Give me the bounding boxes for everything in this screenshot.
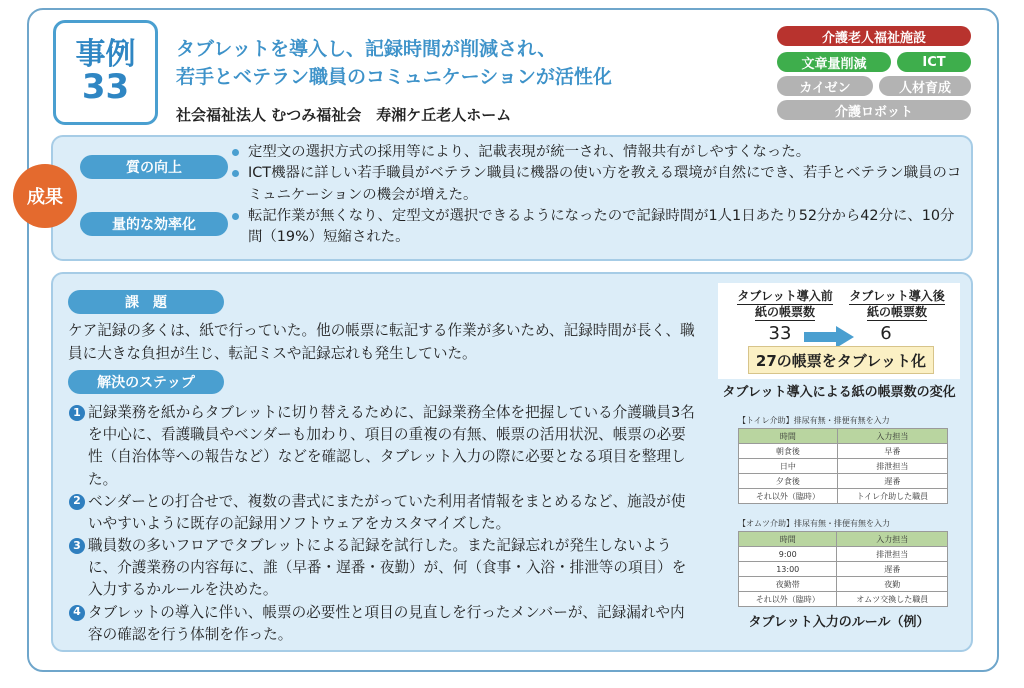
table-header-row	[739, 532, 948, 547]
steps-label: 解決のステップ	[68, 370, 224, 394]
tag-hr-development: 人材育成	[879, 76, 971, 96]
step-number: 1	[69, 405, 85, 421]
table-cell: 夜勤帯	[739, 577, 837, 592]
diaper-rule-table	[738, 531, 948, 607]
step-item	[68, 535, 696, 602]
column-header: 入力担当	[837, 429, 947, 444]
case-label: 事例	[75, 36, 136, 72]
step-text: ベンダーとの打合せで、複数の書式にまたがっていた利用者情報をまとめるなど、施設が使いやすいように既存の記録用ソフトウェアをカスタマイズした。	[88, 492, 686, 532]
table-cell: それ以外（臨時）	[739, 489, 838, 504]
after-label	[842, 289, 952, 321]
table-cell: 9:00	[739, 547, 837, 562]
table-row	[739, 474, 948, 489]
efficiency-label: 量的な効率化	[80, 212, 228, 236]
step-item	[68, 402, 696, 491]
results-badge: 成果	[13, 164, 77, 228]
title-line-1: タブレットを導入し、記録時間が削減され、	[176, 38, 557, 60]
table-cell: 夕食後	[739, 474, 838, 489]
table-row	[739, 547, 948, 562]
step-text: 記録業務を紙からタブレットに切り替えるために、記録業務全体を把握している介護職員3名を中心に、看護職員やベンダーも加わり、項目の重複の有無、帳票の活用状況、帳票の必要性（自治体等への報告など）などを確認し、タブレット入力の際に必要となる項目を整理した。	[88, 404, 695, 488]
table-cell: それ以外（臨時）	[739, 592, 837, 607]
toilet-table-title: 【トイレ介助】排尿有無・排便有無を入力	[738, 416, 890, 425]
table-cell: 排泄担当	[837, 459, 947, 474]
case-number-box	[53, 20, 158, 125]
result-item: ICT機器に詳しい若手職員がベテラン職員に機器の使い方を教える環境が自然にでき、若手とベテラン職員のコミュニケーションの機会が増えた。	[232, 163, 962, 206]
step-number: 3	[69, 538, 85, 554]
step-number: 4	[69, 605, 85, 621]
arrow-right-icon	[804, 326, 854, 348]
table-cell: 遅番	[837, 474, 947, 489]
table-cell: 夜勤	[837, 577, 948, 592]
table-row	[739, 444, 948, 459]
table-cell: 日中	[739, 459, 838, 474]
diaper-table-title: 【オムツ介助】排尿有無・排便有無を入力	[738, 519, 890, 528]
after-value: 6	[880, 323, 892, 344]
tag-text-reduction: 文章量削減	[777, 52, 891, 72]
result-item: 定型文の選択方式の採用等により、記載表現が統一され、情報共有がしやすくなった。	[232, 142, 962, 163]
table-row	[739, 577, 948, 592]
step-number: 2	[69, 494, 85, 510]
column-header: 時間	[739, 429, 838, 444]
step-text: タブレットの導入に伴い、帳票の必要性と項目の見直しを行ったメンバーが、記録漏れや内容の確認を行う体制を作った。	[88, 603, 685, 643]
steps-list	[68, 402, 696, 646]
before-label-line-2: 紙の帳票数	[754, 305, 815, 319]
results-list	[232, 142, 962, 249]
form-count-caption: タブレット導入による紙の帳票数の変化	[722, 385, 956, 400]
table-cell: オムツ交換した職員	[837, 592, 948, 607]
table-cell: 13:00	[739, 562, 837, 577]
result-item: 転記作業が無くなり、定型文が選択できるようになったので記録時間が1人1日あたり52分から42分に、10分間（19%）短縮された。	[232, 206, 962, 249]
tag-facility-type: 介護老人福祉施設	[777, 26, 971, 46]
table-row	[739, 489, 948, 504]
column-header: 入力担当	[837, 532, 948, 547]
table-header-row	[739, 429, 948, 444]
table-row	[739, 592, 948, 607]
before-value: 33	[768, 323, 792, 344]
step-item	[68, 602, 696, 646]
table-cell: 排泄担当	[837, 547, 948, 562]
tag-kaizen: カイゼン	[777, 76, 873, 96]
after-label-line-1: タブレット導入後	[849, 289, 945, 303]
toilet-rule-table	[738, 428, 948, 504]
quality-label: 質の向上	[80, 155, 228, 179]
table-row	[739, 459, 948, 474]
digitized-forms-banner: 27の帳票をタブレット化	[748, 346, 934, 374]
title-line-2: 若手とベテラン職員のコミュニケーションが活性化	[176, 65, 612, 88]
table-cell: 朝食後	[739, 444, 838, 459]
step-item	[68, 491, 696, 535]
issue-text: ケア記録の多くは、紙で行っていた。他の帳票に転記する作業が多いため、記録時間が長く、職員に大きな負担が生じ、転記ミスや記録忘れも発生していた。	[68, 322, 695, 362]
table-cell: 早番	[837, 444, 947, 459]
tag-ict: ICT	[897, 52, 971, 72]
issue-label: 課 題	[68, 290, 224, 314]
case-title	[176, 36, 756, 91]
column-header: 時間	[739, 532, 837, 547]
before-label	[730, 289, 840, 321]
table-row	[739, 562, 948, 577]
table-cell: トイレ介助した職員	[837, 489, 947, 504]
rules-caption: タブレット入力のルール（例）	[748, 615, 930, 630]
case-number: 33	[81, 67, 130, 108]
before-label-line-1: タブレット導入前	[737, 289, 833, 303]
after-label-line-2: 紙の帳票数	[866, 305, 927, 319]
table-cell: 遅番	[837, 562, 948, 577]
organization-name: 社会福祉法人 むつみ福祉会 寿湘ケ丘老人ホーム	[176, 106, 512, 124]
tag-care-robot: 介護ロボット	[777, 100, 971, 120]
step-text: 職員数の多いフロアでタブレットによる記録を試行した。また記録忘れが発生しないように、介護業務の内容毎に、誰（早番・遅番・夜勤）が、何（食事・入浴・排泄等の項目）を入力するかルールを決めた。	[88, 537, 687, 599]
